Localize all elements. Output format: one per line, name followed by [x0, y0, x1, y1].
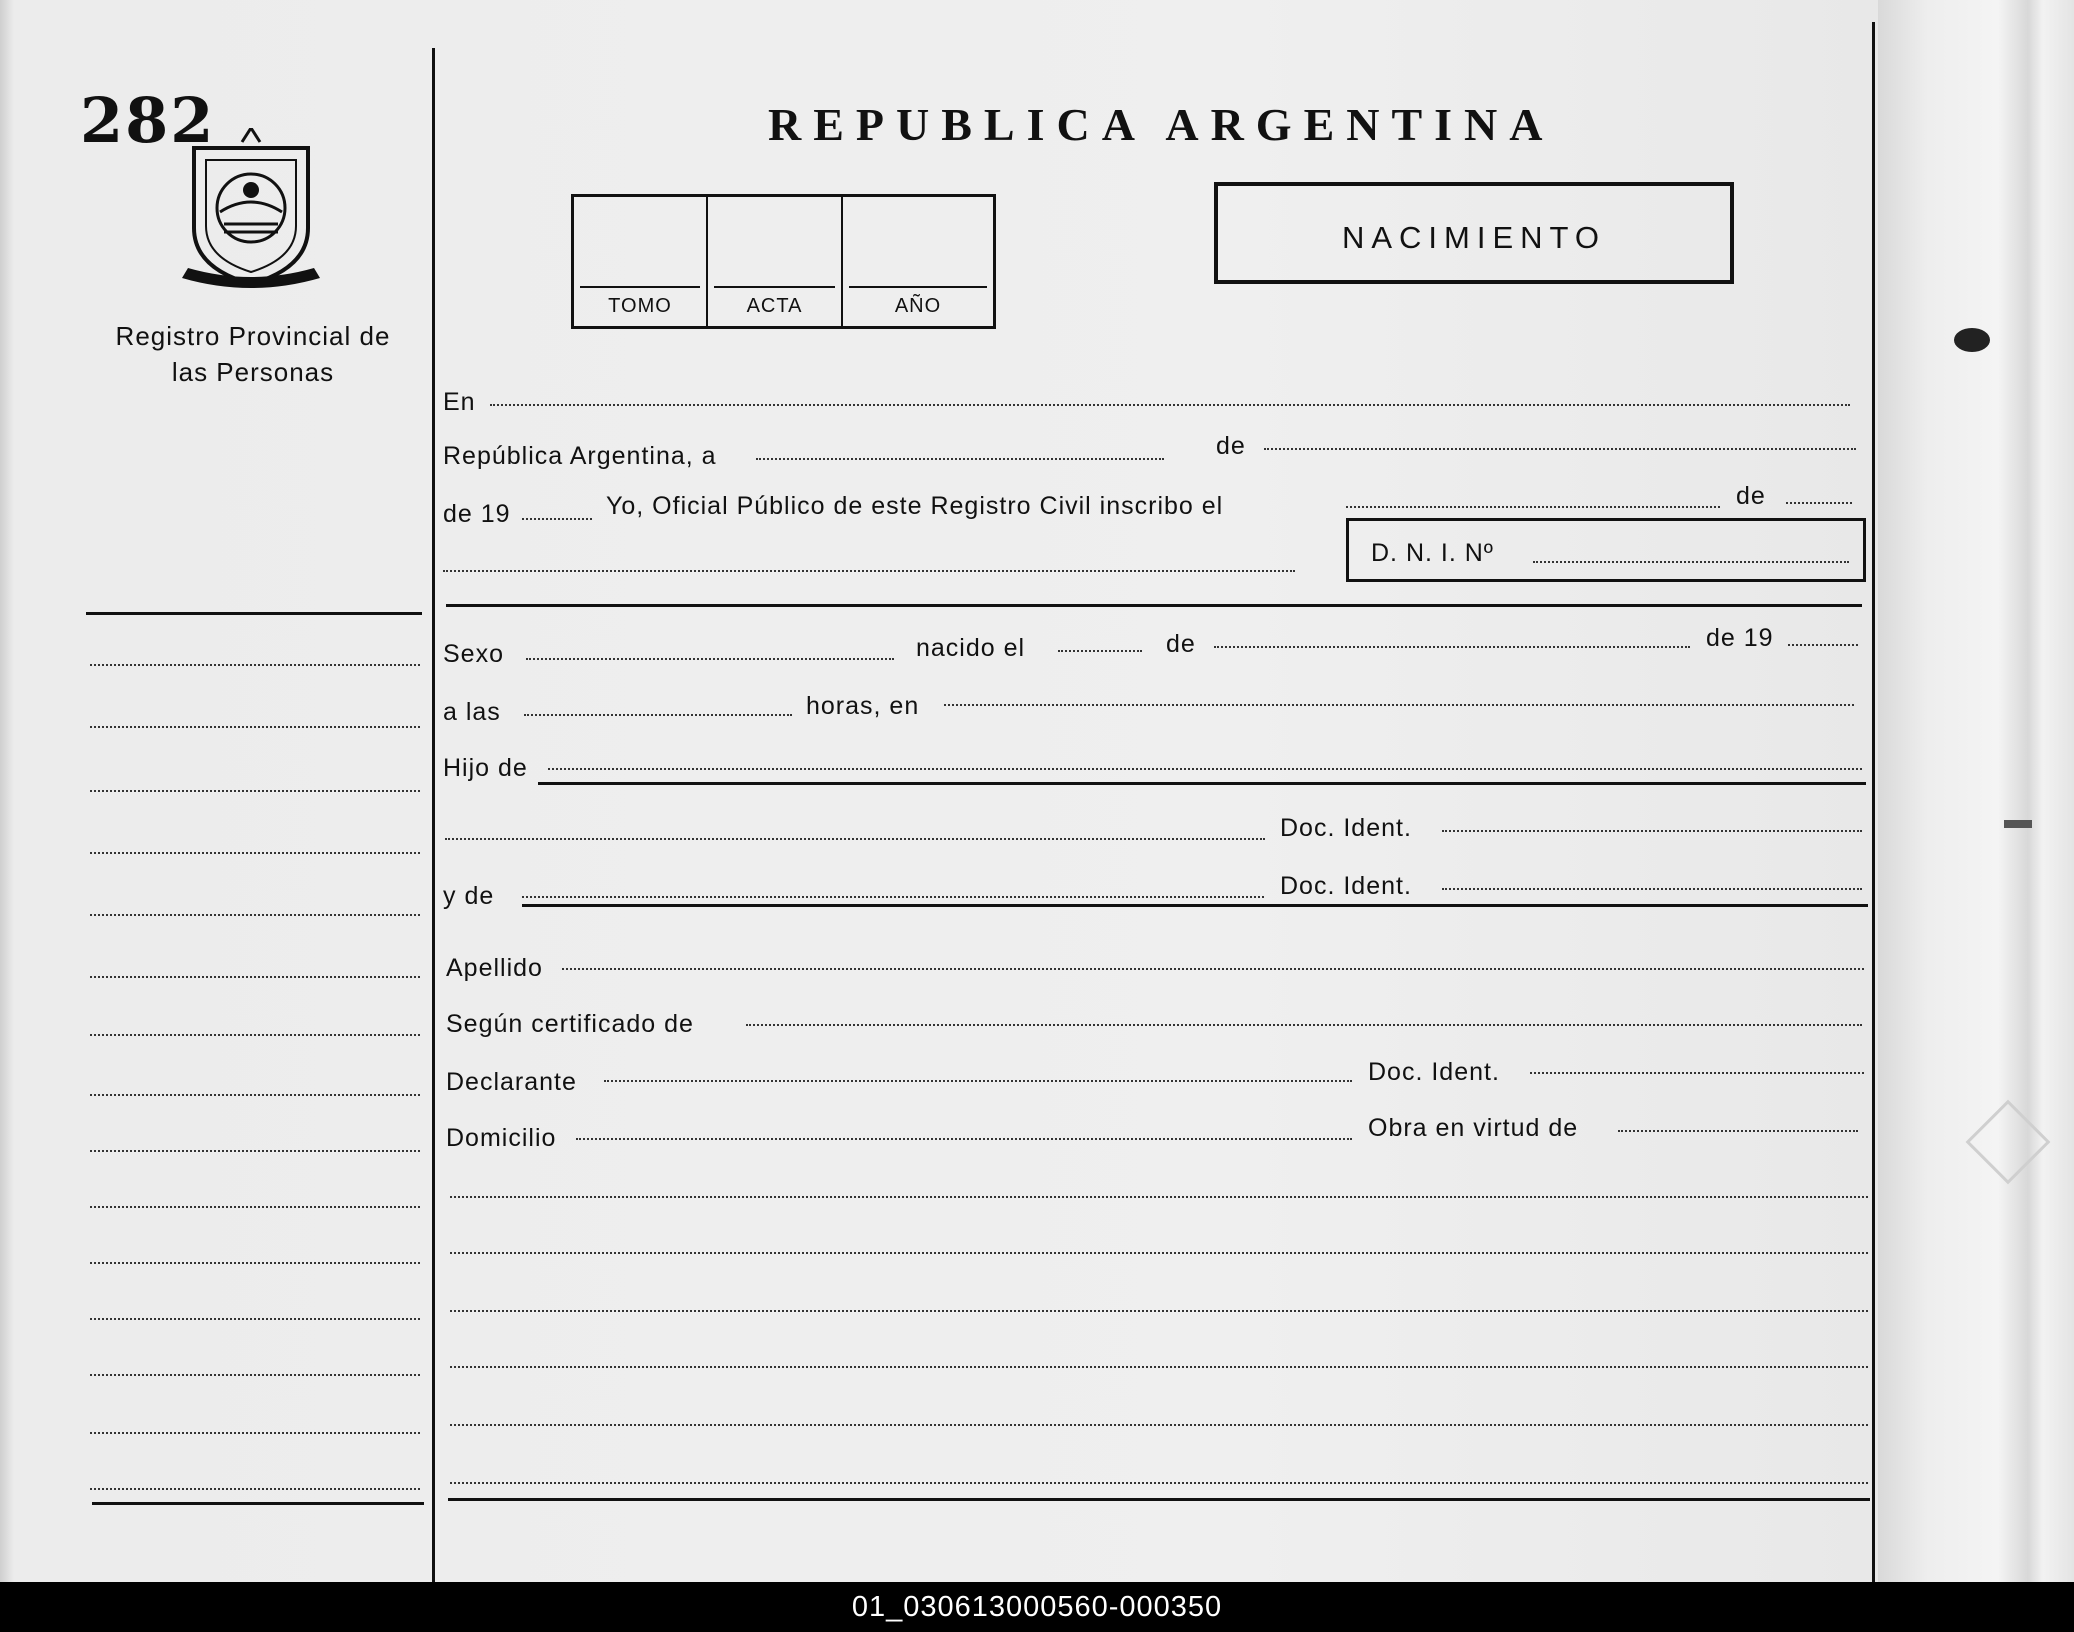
label-sexo: Sexo: [443, 640, 504, 668]
ano-label: AÑO: [894, 295, 942, 317]
binding-thread-top: [1954, 328, 1990, 352]
margin-line: [90, 914, 420, 916]
acta-cell: [708, 197, 843, 326]
province-seal-icon: [180, 128, 322, 290]
field-authority: [1618, 1130, 1858, 1132]
tomo-cell: [574, 197, 708, 326]
acta-label: ACTA: [746, 295, 803, 317]
margin-line: [90, 790, 420, 792]
field-name: [443, 570, 1295, 572]
field-sex: [526, 658, 894, 660]
label-apellido: Apellido: [446, 954, 543, 982]
field-mother: [522, 896, 1264, 898]
record-type-box: [1214, 182, 1734, 284]
book-binding: [1878, 0, 2074, 1582]
field-mother-doc: [1442, 888, 1862, 890]
label-en: En: [443, 388, 476, 416]
volume-record-year-box: [571, 194, 996, 329]
field-father: [548, 768, 1862, 770]
label-de-19: de 19: [443, 500, 511, 528]
tomo-label: TOMO: [608, 295, 672, 317]
notes-line: [450, 1252, 1868, 1254]
ano-cell: [843, 197, 993, 326]
record-type: NACIMIENTO: [1341, 220, 1607, 255]
binding-thread-middle: [2004, 820, 2032, 828]
left-column-bottom-rule: [92, 1502, 424, 1505]
section-rule-1: [446, 604, 1862, 607]
country-title: REPUBLICA ARGENTINA: [768, 99, 1555, 150]
label-segun-certificado: Según certificado de: [446, 1010, 694, 1038]
margin-line: [90, 1432, 420, 1434]
label-nacido-el: nacido el: [916, 634, 1026, 662]
label-de: de: [1216, 432, 1246, 460]
field-surname: [562, 968, 1864, 970]
label-doc-ident: Doc. Ident.: [1280, 872, 1412, 900]
field-dni: [1533, 561, 1849, 563]
margin-line: [90, 1150, 420, 1152]
field-inscription-month: [1786, 502, 1852, 504]
label-de: de: [1736, 482, 1766, 510]
field-address: [576, 1138, 1352, 1140]
notes-line: [450, 1196, 1868, 1198]
field-birth-year: [1788, 644, 1858, 646]
label-domicilio: Domicilio: [446, 1124, 557, 1152]
registry-name: Registro Provincial de las Personas: [115, 321, 391, 387]
margin-line: [90, 1488, 420, 1490]
notes-line: [450, 1366, 1868, 1368]
field-day: [756, 458, 1164, 460]
field-inscription-date: [1346, 506, 1720, 508]
parents-rule-bottom: [522, 904, 1868, 907]
label-declarante: Declarante: [446, 1068, 577, 1096]
label-a-las: a las: [443, 698, 501, 726]
margin-line: [90, 852, 420, 854]
dni-box: [1346, 518, 1866, 582]
margin-line: [90, 1034, 420, 1036]
field-birth-day: [1058, 650, 1142, 652]
margin-line: [90, 1374, 420, 1376]
main-bottom-rule: [448, 1498, 1870, 1501]
right-page-border: [1872, 22, 1875, 1582]
field-hours: [524, 714, 792, 716]
notes-line: [450, 1424, 1868, 1426]
field-year: [522, 518, 592, 520]
margin-line: [90, 1206, 420, 1208]
label-republica: República Argentina, a: [443, 442, 717, 470]
page-number: 282: [80, 84, 216, 157]
label-obra-en-virtud: Obra en virtud de: [1368, 1114, 1579, 1142]
margin-line: [90, 1262, 420, 1264]
margin-line: [90, 1094, 420, 1096]
file-identifier: 01_030613000560-000350: [851, 1591, 1223, 1623]
field-month: [1264, 448, 1856, 450]
left-column-divider: [432, 48, 435, 1582]
label-y-de: y de: [443, 882, 495, 910]
margin-line: [90, 726, 420, 728]
binding-thread-bottom: [1966, 1100, 2051, 1185]
notes-line: [450, 1310, 1868, 1312]
label-doc-ident: Doc. Ident.: [1280, 814, 1412, 842]
field-declarant: [604, 1080, 1352, 1082]
field-declarant-doc: [1530, 1072, 1864, 1074]
left-column-top-rule: [86, 612, 422, 615]
field-place: [490, 404, 1850, 406]
label-doc-ident: Doc. Ident.: [1368, 1058, 1500, 1086]
label-horas-en: horas, en: [806, 692, 920, 720]
field-father-name: [445, 838, 1265, 840]
margin-line: [90, 664, 420, 666]
field-certificate: [746, 1024, 1862, 1026]
label-dni: D. N. I. Nº: [1371, 539, 1494, 567]
parents-rule-top: [538, 782, 1866, 785]
field-father-doc: [1442, 830, 1862, 832]
margin-line: [90, 1318, 420, 1320]
label-hijo-de: Hijo de: [443, 754, 528, 782]
label-de-19b: de 19: [1706, 624, 1774, 652]
field-birth-place: [944, 704, 1854, 706]
margin-line: [90, 976, 420, 978]
label-de: de: [1166, 630, 1196, 658]
field-birth-month: [1214, 646, 1690, 648]
notes-line: [450, 1482, 1868, 1484]
label-yo-oficial: Yo, Oficial Público de este Registro Civil inscribo el: [606, 492, 1224, 520]
